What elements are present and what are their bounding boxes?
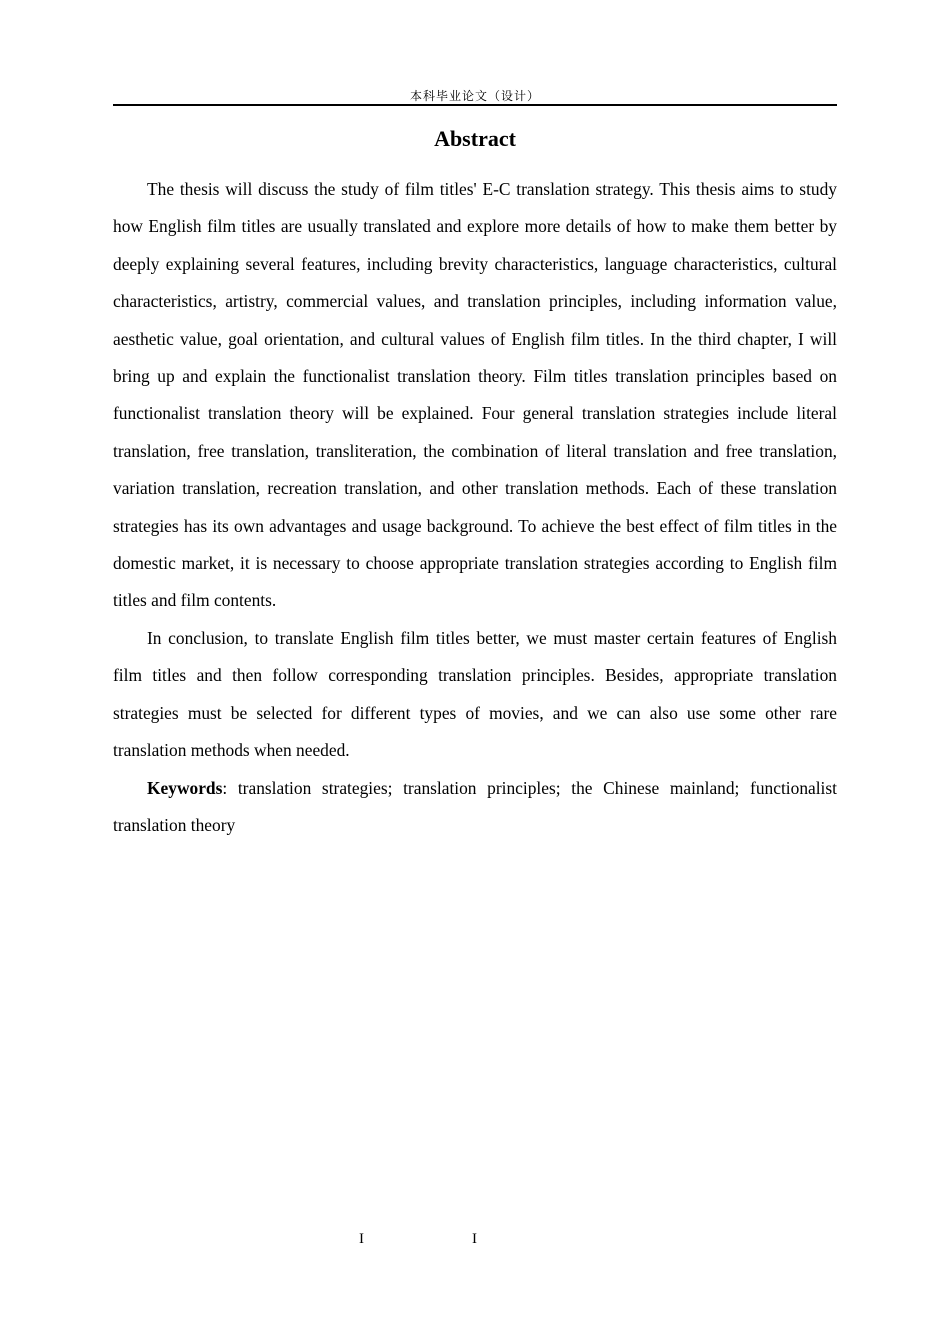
abstract-body — [113, 171, 837, 844]
abstract-title: Abstract — [434, 126, 516, 151]
keywords-line — [113, 770, 837, 845]
page-number-left: I — [359, 1231, 364, 1247]
keywords-text: : translation strategies; translation principles; the Chinese mainland; functionalist translation theory — [113, 777, 837, 835]
abstract-paragraph-1: The thesis will discuss the study of film titles' E-C translation strategy. This thesis aims to study how English film titles are usually translated and explore more details of how to make them better by deeply explaining several features, including brevity characteristics, language characteristics, cultural characteristics, artistry, commercial values, and translation principles, including information value, aesthetic value, goal orientation, and cultural values of English film titles. In the third chapter, I will bring up and explain the functionalist translation theory. Film titles translation principles based on functionalist translation theory will be explained. Four general translation strategies include literal translation, free translation, transliteration, the combination of literal translation and free translation, variation translation, recreation translation, and other translation methods. Each of these translation strategies has its own advantages and usage background. To achieve the best effect of film titles in the domestic market, it is necessary to choose appropriate translation strategies according to English film titles and film contents. — [113, 179, 837, 611]
page-number-right: I — [472, 1231, 477, 1247]
abstract-paragraph-2: In conclusion, to translate English film titles better, we must master certain features of English film titles and then follow corresponding translation principles. Besides, appropriate translation strategies must be selected for different types of movies, and we can also use some other rare translation methods when needed. — [113, 627, 837, 761]
keywords-label: Keywords — [147, 777, 223, 798]
header-rule — [113, 104, 837, 106]
running-header: 本科毕业论文（设计） — [409, 89, 540, 103]
